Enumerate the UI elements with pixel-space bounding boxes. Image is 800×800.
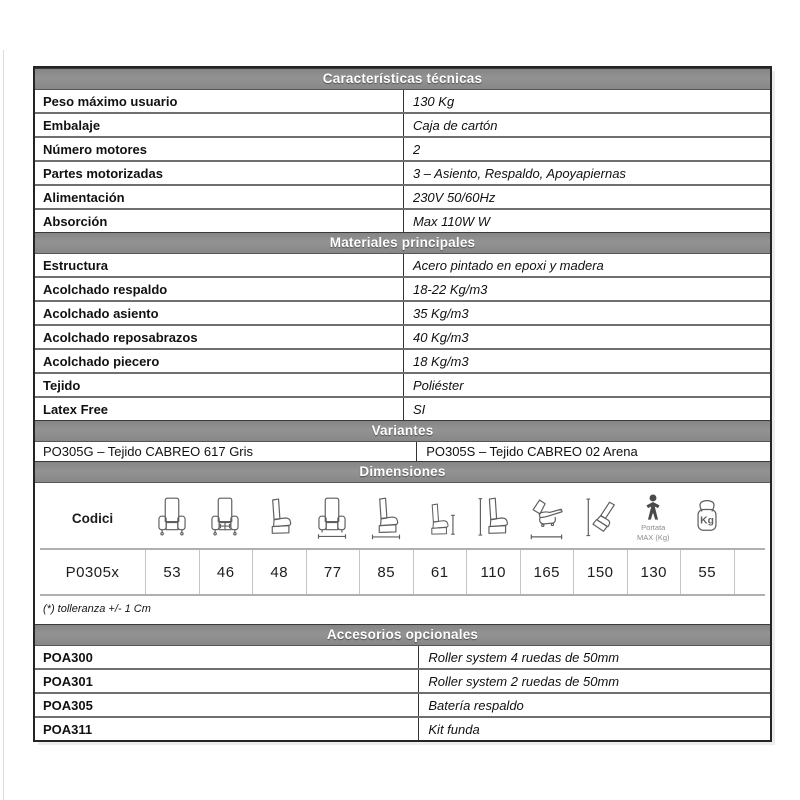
dimensions-block <box>35 483 770 624</box>
accessory-code: POA305 <box>35 694 419 716</box>
chair-lifted-height-icon <box>582 495 618 541</box>
spec-value: 35 Kg/m3 <box>412 305 469 321</box>
spec-value: 3 – Asiento, Respaldo, Apoyapiernas <box>412 165 626 181</box>
spec-label: Embalaje <box>35 114 404 136</box>
table-row <box>35 372 770 396</box>
section-header-accesorios: Accesorios opcionales <box>35 624 770 646</box>
table-row <box>35 184 770 208</box>
table-row <box>35 254 770 276</box>
table-row <box>35 112 770 136</box>
spec-value: Poliéster <box>412 377 464 393</box>
spec-value: 230V 50/60Hz <box>412 189 496 205</box>
accessory-description: Roller system 4 ruedas de 50mm <box>428 649 620 665</box>
accessory-code: POA301 <box>35 670 419 692</box>
spec-label: Acolchado reposabrazos <box>35 326 404 348</box>
spec-value: 2 <box>412 141 421 157</box>
table-row <box>35 668 770 692</box>
section-header-materiales: Materiales principales <box>35 232 770 254</box>
spec-label: Número motores <box>35 138 404 160</box>
spec-label: Alimentación <box>35 186 404 208</box>
person-max-load-icon <box>637 494 670 543</box>
table-row <box>35 90 770 112</box>
dimension-value: 77 <box>306 550 360 594</box>
scan-page-edge <box>3 50 4 800</box>
table-row <box>35 442 770 461</box>
spec-label: Latex Free <box>35 398 404 420</box>
table-row <box>35 348 770 372</box>
dimensions-values-row <box>40 548 765 596</box>
accessory-description: Batería respaldo <box>428 697 524 713</box>
spec-label: Estructura <box>35 254 404 276</box>
table-row <box>35 300 770 324</box>
table-row <box>35 692 770 716</box>
spec-label: Partes motorizadas <box>35 162 404 184</box>
table-row <box>35 716 770 740</box>
armchair-front-width-icon <box>154 495 190 541</box>
accessory-code: POA300 <box>35 646 419 668</box>
spec-value: Caja de cartón <box>412 117 498 133</box>
spec-label: Acolchado respaldo <box>35 278 404 300</box>
table-row <box>35 276 770 300</box>
accessory-code: POA311 <box>35 718 419 740</box>
chair-side-total-height-icon <box>475 495 511 541</box>
dimension-value: 130 <box>627 550 681 594</box>
table-row <box>35 160 770 184</box>
accessory-description: Roller system 2 ruedas de 50mm <box>428 673 620 689</box>
table-row <box>35 136 770 160</box>
table-row <box>35 208 770 232</box>
spec-value: 40 Kg/m3 <box>412 329 469 345</box>
table-row <box>35 396 770 420</box>
table-row <box>35 646 770 668</box>
dimension-value: 85 <box>359 550 413 594</box>
spec-label: Acolchado asiento <box>35 302 404 324</box>
armchair-front-total-width-icon <box>314 495 350 541</box>
section-header-variantes: Variantes <box>35 420 770 442</box>
chair-side-seat-height-icon <box>421 495 457 541</box>
dimension-value: 110 <box>466 550 520 594</box>
section-header-dimensiones: Dimensiones <box>35 461 770 483</box>
spec-value: Acero pintado en epoxi y madera <box>412 257 604 273</box>
dimension-value: 150 <box>573 550 627 594</box>
chair-reclined-length-icon <box>526 495 566 541</box>
product-spec-table <box>33 66 772 742</box>
dimension-value: 48 <box>252 550 306 594</box>
dimension-spacer <box>734 550 766 594</box>
spec-value: 18-22 Kg/m3 <box>412 281 488 297</box>
variant-left: PO305G – Tejido CABREO 617 Gris <box>35 442 417 461</box>
tolerance-note: (*) tolleranza +/- 1 Cm <box>43 603 151 615</box>
weight-kg-icon <box>691 498 723 538</box>
dimension-value: 61 <box>413 550 467 594</box>
table-row <box>35 324 770 348</box>
spec-label: Peso máximo usuario <box>35 90 404 112</box>
dimension-value: 46 <box>199 550 253 594</box>
spec-value: Max 110W W <box>412 213 491 229</box>
dimension-value: 53 <box>145 550 199 594</box>
spec-value: 18 Kg/m3 <box>412 353 469 369</box>
armchair-front-seat-width-icon <box>207 495 243 541</box>
section-header-caracteristicas: Características técnicas <box>35 68 770 90</box>
variant-right: PO305S – Tejido CABREO 02 Arena <box>426 444 638 459</box>
dimension-value: 55 <box>680 550 734 594</box>
dimensions-icons-row <box>40 488 765 548</box>
dimension-code: P0305x <box>65 563 120 581</box>
accessory-description: Kit funda <box>428 721 480 737</box>
spec-value: SI <box>412 401 426 417</box>
chair-side-depth-icon <box>261 495 297 541</box>
dimension-value: 165 <box>520 550 574 594</box>
spec-label: Acolchado piecero <box>35 350 404 372</box>
portata-caption: Portata MAX (Kg) <box>636 522 670 542</box>
spec-label: Tejido <box>35 374 404 396</box>
chair-side-total-depth-icon <box>368 495 404 541</box>
spec-value: 130 Kg <box>412 93 455 109</box>
spec-label: Absorción <box>35 210 404 232</box>
codici-label: Codici <box>71 510 114 526</box>
svg-text:Kg: Kg <box>699 515 714 527</box>
